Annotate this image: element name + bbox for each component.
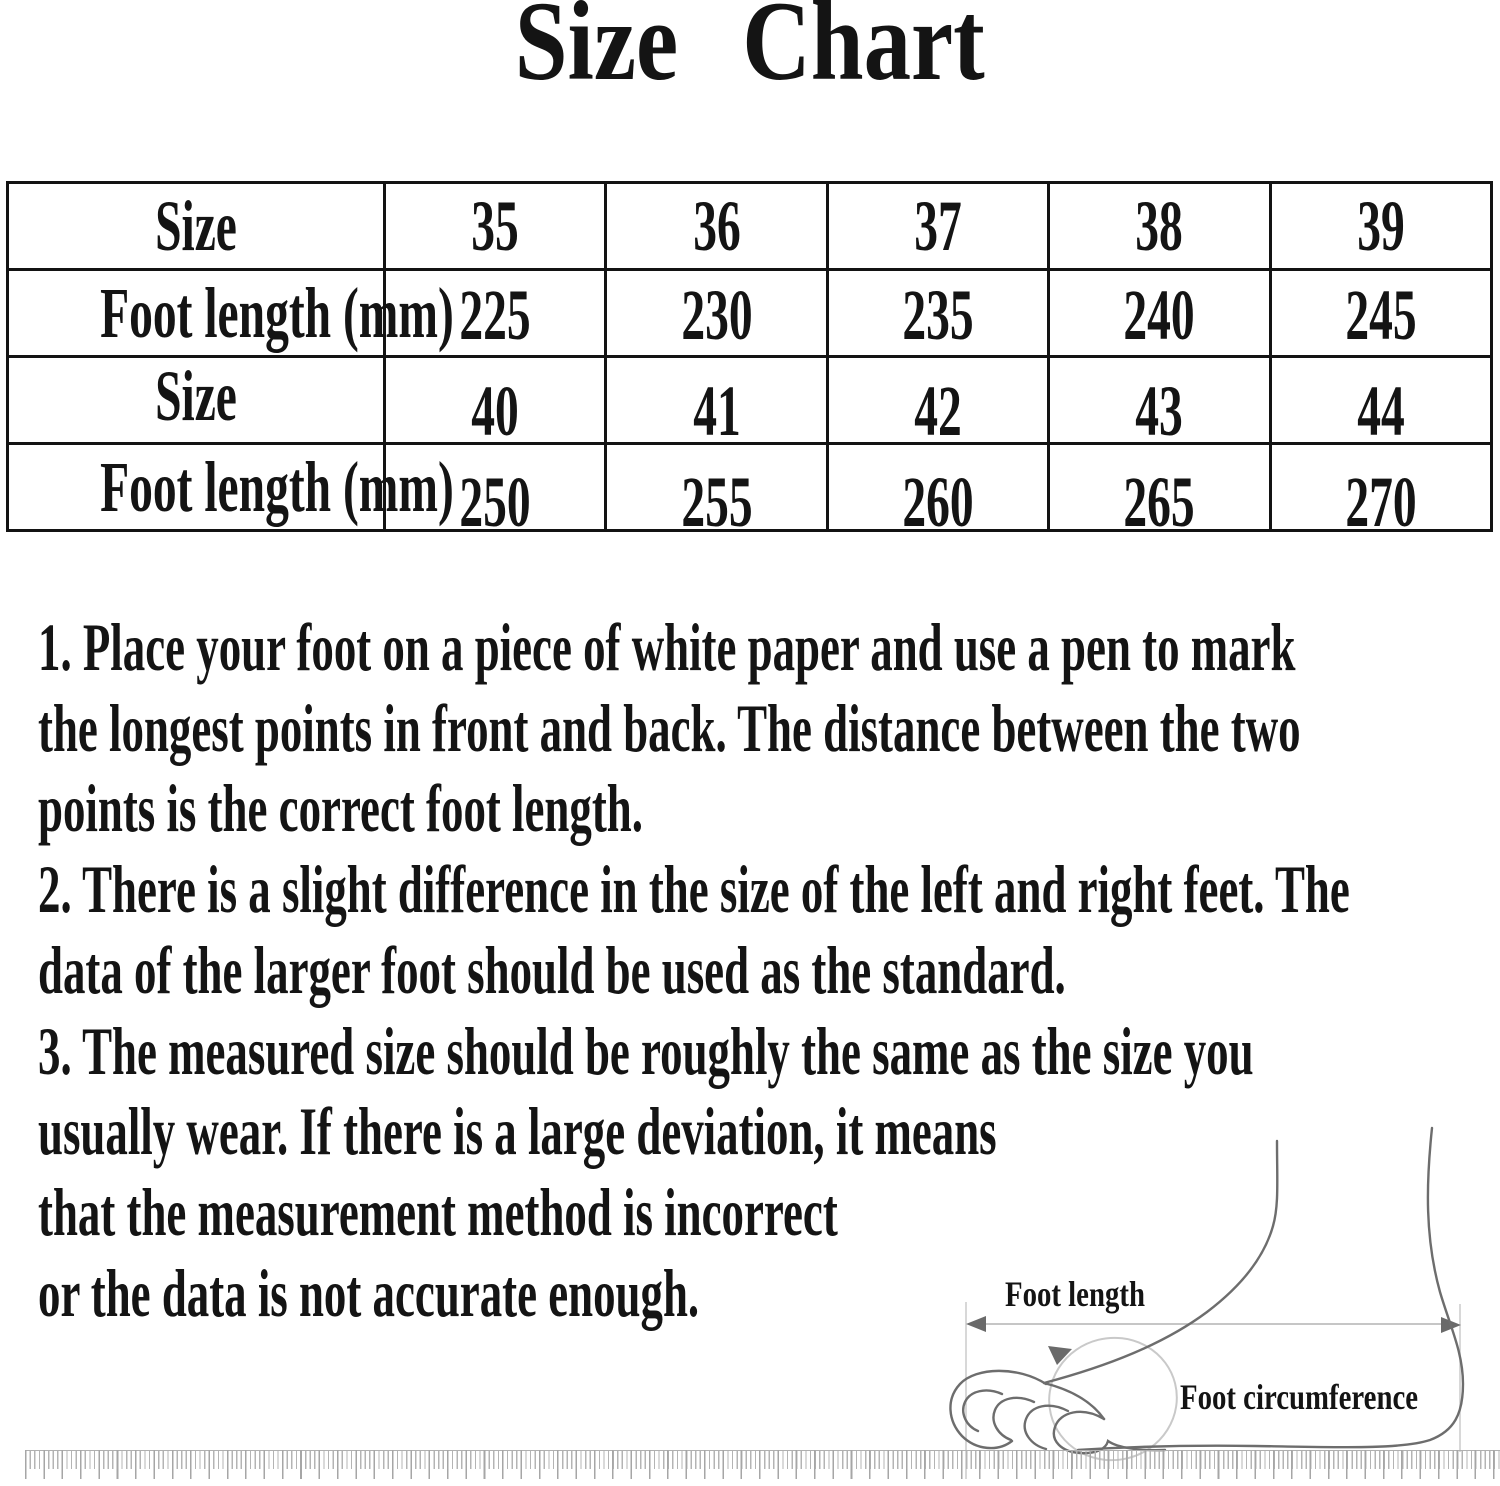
size-value-cell-text: 36 bbox=[692, 186, 741, 266]
table-row bbox=[8, 270, 1492, 357]
instruction-line-text: 1. Place your foot on a piece of white paper and use a pen to mark bbox=[38, 608, 1296, 685]
row-label-cell-text: Foot length (mm) bbox=[100, 273, 454, 353]
size-value-cell-text: 39 bbox=[1357, 186, 1405, 266]
row-label-cell-text: Size bbox=[155, 186, 237, 266]
instruction-line-text: data of the larger foot should be used as the standard. bbox=[38, 931, 1066, 1008]
size-value-cell bbox=[606, 357, 827, 451]
table-row bbox=[8, 183, 1492, 270]
toe-line bbox=[1025, 1406, 1068, 1449]
instruction-line-text: the longest points in front and back. The distance between the two bbox=[38, 689, 1301, 766]
ruler bbox=[25, 1450, 1500, 1480]
instruction-line-text: usually wear. If there is a large deviation, it means bbox=[38, 1093, 997, 1170]
row-label-cell-text: Foot length (mm) bbox=[100, 447, 454, 527]
size-value-cell bbox=[827, 270, 1048, 357]
size-table bbox=[6, 181, 1493, 542]
size-value-cell bbox=[1049, 183, 1270, 270]
size-value-cell-text: 37 bbox=[914, 186, 962, 266]
table-row bbox=[8, 444, 1492, 531]
size-value-cell bbox=[1049, 444, 1270, 542]
size-value-cell bbox=[1270, 270, 1491, 357]
foot-circumference-label: Foot circumference bbox=[1180, 1377, 1419, 1417]
table-row bbox=[8, 357, 1492, 444]
size-value-cell-text: 43 bbox=[1135, 371, 1184, 451]
instruction-line bbox=[38, 849, 1500, 930]
size-value-cell bbox=[606, 270, 827, 357]
size-value-cell-text: 255 bbox=[680, 462, 753, 542]
instruction-line bbox=[38, 688, 1500, 769]
size-value-cell-text: 235 bbox=[902, 275, 974, 355]
size-value-cell bbox=[1049, 357, 1270, 451]
size-value-cell-text: 250 bbox=[459, 462, 531, 542]
size-table-body bbox=[8, 183, 1492, 542]
size-value-cell-text: 265 bbox=[1123, 462, 1195, 542]
size-value-cell-text: 225 bbox=[459, 275, 531, 355]
instruction-line-text: points is the correct foot length. bbox=[38, 770, 643, 847]
dimension-arrow-left-icon bbox=[966, 1316, 986, 1332]
instruction-line bbox=[38, 607, 1500, 688]
instruction-line-text: 2. There is a slight difference in the size of the left and right feet. The bbox=[38, 851, 1350, 928]
size-value-cell bbox=[385, 357, 606, 451]
size-value-cell-text: 245 bbox=[1345, 275, 1417, 355]
row-label-cell bbox=[8, 270, 454, 357]
row-label-cell bbox=[8, 357, 385, 444]
size-value-cell-text: 44 bbox=[1357, 371, 1405, 451]
size-value-cell-text: 240 bbox=[1123, 275, 1195, 355]
size-value-cell-text: 260 bbox=[902, 462, 974, 542]
size-value-cell-text: 270 bbox=[1345, 462, 1417, 542]
size-value-cell-text: 230 bbox=[680, 275, 753, 355]
size-value-cell-text: 38 bbox=[1135, 186, 1184, 266]
size-value-cell-text: 42 bbox=[914, 371, 962, 451]
row-label-cell-text: Size bbox=[155, 356, 237, 436]
row-label-cell bbox=[8, 444, 454, 531]
size-value-cell bbox=[1270, 183, 1491, 270]
page-title bbox=[0, 0, 1500, 104]
size-value-cell bbox=[827, 444, 1048, 542]
size-value-cell bbox=[827, 183, 1048, 270]
instruction-line-text: or the data is not accurate enough. bbox=[38, 1254, 700, 1331]
instruction-line bbox=[38, 930, 1500, 1011]
instruction-line-text: that the measurement method is incorrect bbox=[38, 1174, 838, 1251]
size-value-cell-text: 41 bbox=[692, 371, 741, 451]
size-value-cell bbox=[606, 183, 827, 270]
instruction-line-text: 3. The measured size should be roughly the same as the size you bbox=[38, 1012, 1254, 1089]
size-value-cell-text: 40 bbox=[471, 371, 519, 451]
toe-line bbox=[993, 1398, 1034, 1440]
size-value-cell bbox=[606, 444, 827, 542]
foot-length-label: Foot length bbox=[1005, 1274, 1145, 1314]
size-value-cell-text: 35 bbox=[471, 186, 519, 266]
size-value-cell bbox=[385, 183, 606, 270]
size-value-cell bbox=[827, 357, 1048, 451]
size-value-cell bbox=[1270, 357, 1491, 451]
instruction-line bbox=[38, 769, 1500, 850]
row-label-cell bbox=[8, 183, 385, 270]
size-value-cell bbox=[1270, 444, 1491, 542]
page-title-text: Size Chart bbox=[514, 0, 986, 104]
size-value-cell bbox=[1049, 270, 1270, 357]
foot-measurement-diagram bbox=[920, 1080, 1500, 1486]
